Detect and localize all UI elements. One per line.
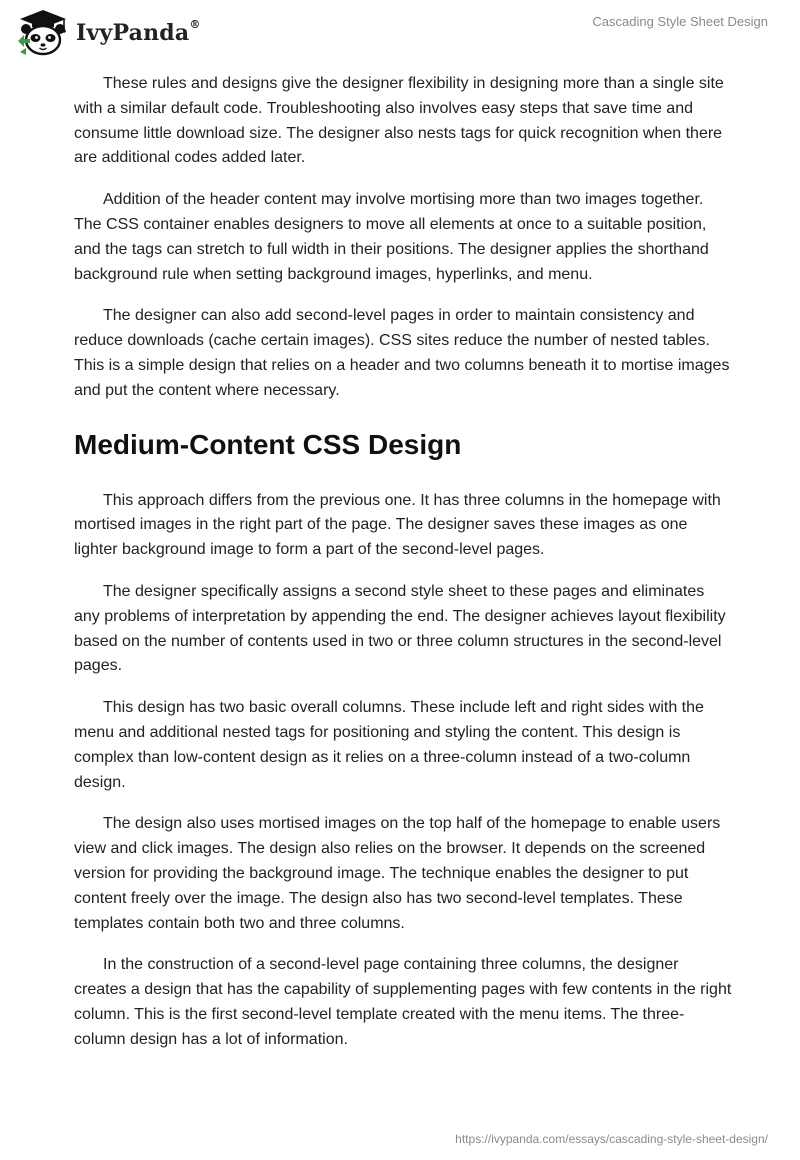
panda-logo-icon bbox=[14, 8, 72, 58]
page-header bbox=[0, 0, 800, 60]
paragraph: This design has two basic overall columns. These include left and right sides with the menu and additional nested tags for positioning and styling the content. This design is complex than low-content design as it relies on a three-column instead of a two-column design. bbox=[74, 699, 704, 791]
section-heading: Medium-Content CSS Design bbox=[74, 428, 462, 460]
paragraph: The design also uses mortised images on the top half of the homepage to enable users view and click images. The design also relies on the browser. It depends on the screened version for providing the background image. The technique enables the designer to put content freely over the image. The design also has two second-level templates. These templates contain both two and three columns. bbox=[74, 815, 721, 932]
essay-content bbox=[74, 72, 734, 1070]
paragraph: The designer can also add second-level pages in order to maintain consistency and reduce downloads (cache certain images). CSS sites reduce the number of nested tables. This is a simple design that relies on a header and two columns beneath it to mortise images and put the content where necessary. bbox=[74, 307, 730, 399]
source-url-link[interactable]: https://ivypanda.com/essays/cascading-style-sheet-design/ bbox=[455, 1132, 768, 1146]
paragraph: The designer specifically assigns a second style sheet to these pages and eliminates any problems of interpretation by appending the end. The designer achieves layout flexibility based on the number of contents used in two or three column structures in the second-level pages. bbox=[74, 582, 726, 675]
paragraph: In the construction of a second-level page containing three columns, the designer creates a design that has the capability of supplementing pages with few contents in the right column. This is the first second-level template created with the menu items. The three-column design has a lot of information. bbox=[74, 956, 732, 1048]
document-title: Cascading Style Sheet Design bbox=[592, 14, 768, 29]
paragraph: This approach differs from the previous one. It has three columns in the homepage with mortised images in the right part of the page. The designer saves these images as one lighter background image to form a part of the second-level pages. bbox=[74, 491, 721, 559]
brand-name: IvyPanda® bbox=[76, 18, 201, 46]
brand-logo[interactable] bbox=[14, 8, 201, 58]
paragraph: Addition of the header content may involve mortising more than two images together. The CSS container enables designers to move all elements at once to a suitable position, and the tags can stretch to full width in their positions. The designer applies the shorthand background rule when setting background images, hyperlinks, and menu. bbox=[74, 191, 709, 283]
paragraph: These rules and designs give the designer flexibility in designing more than a single site with a similar default code. Troubleshooting also involves easy steps that save time and consume little download size. The designer also nests tags for quick recognition when there are additional codes added later. bbox=[74, 75, 724, 167]
